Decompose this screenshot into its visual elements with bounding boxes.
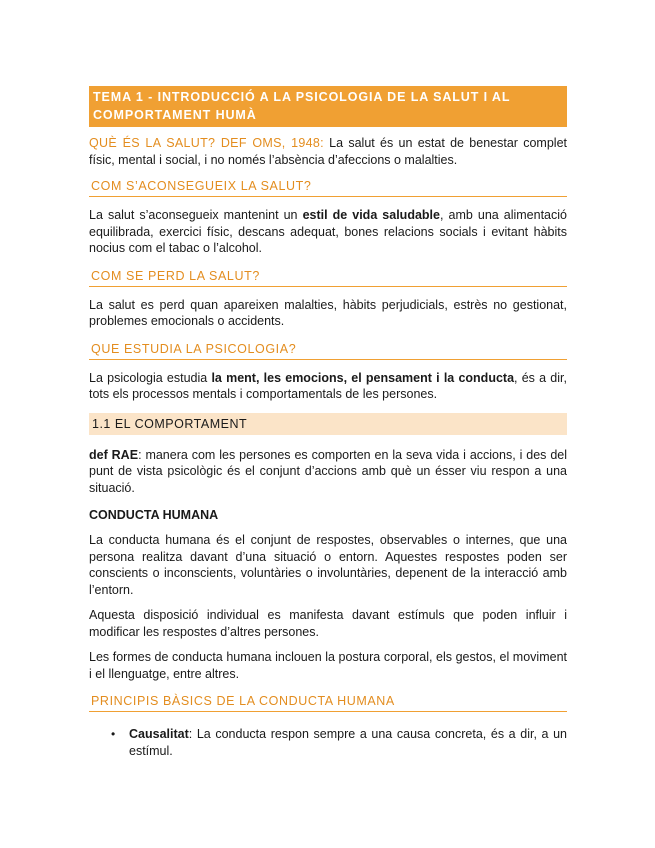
paragraph-estudia (89, 370, 567, 403)
principles-list (89, 726, 567, 759)
paragraph-text: La salut s’aconsegueix mantenint un (89, 208, 303, 222)
document-title (89, 86, 567, 127)
paragraph-bold: la ment, les emocions, el pensament i la conducta (211, 370, 515, 385)
section-heading-estudia: QUE ESTUDIA LA PSICOLOGIA? (89, 341, 567, 360)
heading-conducta-humana: CONDUCTA HUMANA (89, 508, 219, 522)
document-page (89, 86, 567, 759)
title-line-2: COMPORTAMENT HUMÀ (93, 108, 257, 122)
section-heading-principis: PRINCIPIS BÀSICS DE LA CONDUCTA HUMANA (89, 693, 567, 712)
paragraph-text: , és a dir, tots els processos mentals i comportamentals de les persones. (89, 370, 567, 401)
paragraph-conducta-2: Aquesta disposició individual es manifesta davant estímuls que poden influir i modificar les respostes d’altres persones. (89, 608, 567, 639)
list-item-bold: Causalitat (129, 727, 189, 741)
section-heading-perd: COM SE PERD LA SALUT? (89, 268, 567, 287)
paragraph-text: , amb una alimentació equilibrada, exercici físic, descans adequat, bones relacions socials i evitant hàbits nocius com el tabac o l’alcohol. (89, 208, 567, 255)
bullet-icon: • (111, 727, 116, 741)
paragraph-def-rae (89, 447, 567, 497)
paragraph-text: La psicologia estudia (89, 370, 212, 385)
section-heading-aconsegueix: COM S’ACONSEGUEIX LA SALUT? (89, 178, 567, 197)
definition-heading: QUÈ ÉS LA SALUT? DEF OMS, 1948: (89, 136, 324, 150)
subsection-heading-comportament: 1.1 EL COMPORTAMENT (89, 413, 567, 435)
definition-paragraph (89, 135, 567, 168)
list-item-text: : La conducta respon sempre a una causa concreta, és a dir, a un estímul. (129, 727, 567, 758)
paragraph-text: : manera com les persones es comporten en la seva vida i accions, i des del punt de vista psicològic és el conjunt d’accions amb què un ésser viu respon a una situació. (89, 447, 568, 495)
paragraph-bold: estil de vida saludable (302, 208, 440, 222)
paragraph-conducta-1: La conducta humana és el conjunt de respostes, observables o internes, que una persona realitza davant d’una situació o entorn. Aquestes respostes poden ser conscients o inconscients, voluntàries o involuntàries, depenent de la interacció amb l’entorn. (89, 533, 567, 597)
paragraph-perd: La salut es perd quan apareixen malalties, hàbits perjudicials, estrès no gestionat, problemes emocionals o accidents. (89, 297, 567, 328)
paragraph-bold: def RAE (89, 447, 139, 462)
paragraph-conducta-3: Les formes de conducta humana inclouen la postura corporal, els gestos, el moviment i el llenguatge, entre altres. (89, 650, 567, 681)
list-item (89, 726, 567, 759)
definition-text: La salut és un estat de benestar complet físic, mental i social, i no només l’absència d’afeccions o malalties. (89, 136, 567, 167)
title-line-1: TEMA 1 - INTRODUCCIÓ A LA PSICOLOGIA DE LA SALUT I AL (93, 90, 511, 104)
paragraph-aconsegueix (89, 207, 567, 257)
